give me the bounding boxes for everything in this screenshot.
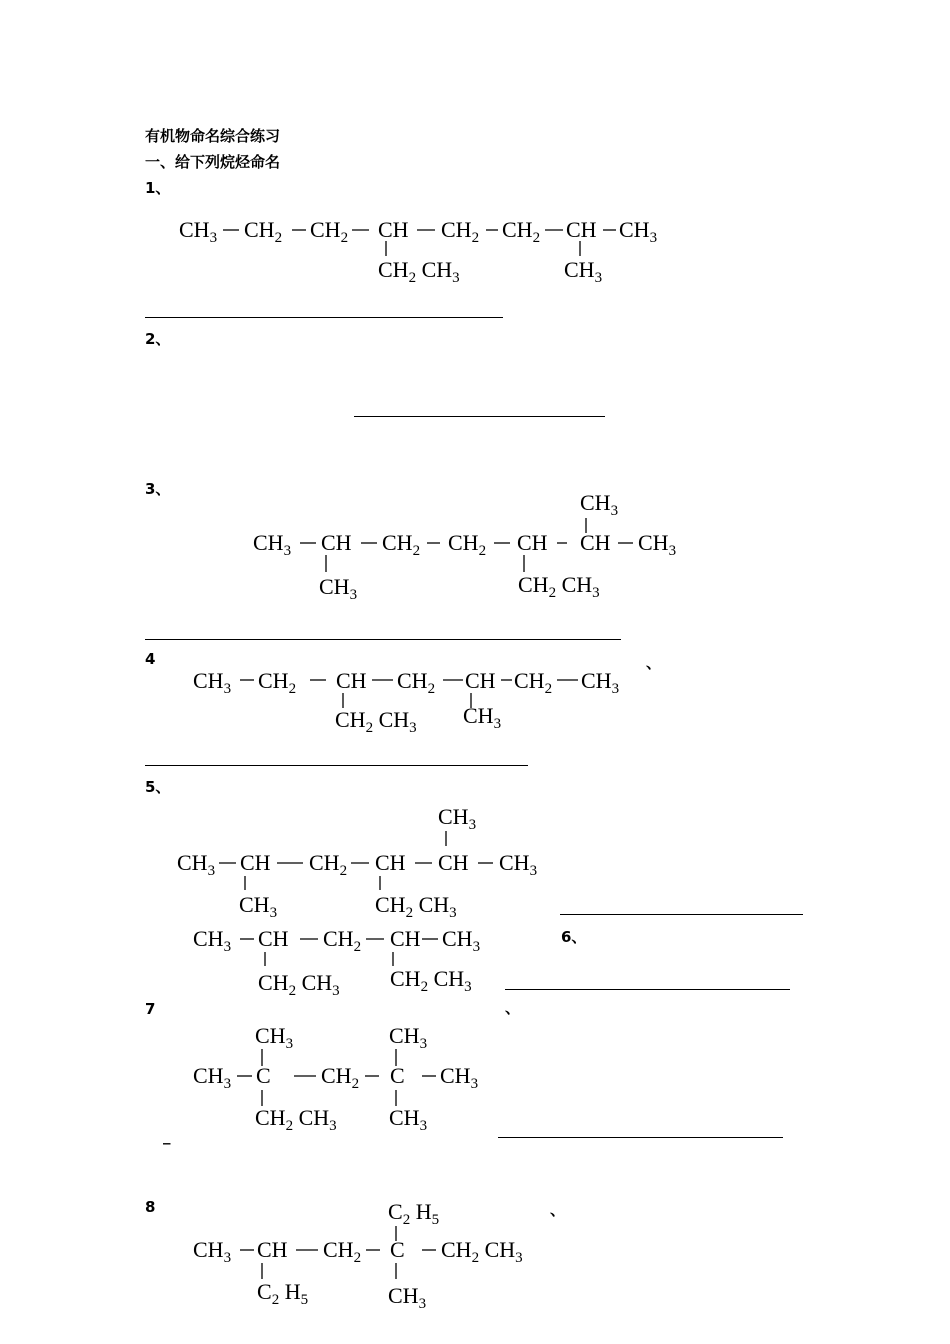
svg-text:CH: CH: [465, 668, 496, 693]
section-heading: 一、给下列烷烃命名: [145, 153, 281, 171]
question-5-formula: [175, 800, 575, 920]
question-8-number: 8: [145, 1198, 156, 1216]
svg-text:CH3: $CH_3$: [389, 1023, 428, 1052]
svg-text:CH: CH: [438, 850, 469, 875]
svg-text:CH2: $CH_2$: [258, 668, 297, 697]
svg-text:CH: CH: [336, 668, 367, 693]
svg-text:CH2: $CH_2$: [397, 668, 436, 697]
svg-text:CH2 CH3: $CH_2$ $CH_3$: [441, 1237, 523, 1266]
svg-text:CH3: $CH_3$: [239, 892, 278, 921]
question-4-formula: [190, 660, 640, 740]
answer-blank-7[interactable]: [498, 1137, 783, 1138]
svg-text:C: C: [256, 1063, 271, 1088]
question-7-formula: [190, 1020, 510, 1140]
question-7-dash: _: [163, 1127, 171, 1145]
question-3-formula: [250, 488, 700, 608]
svg-text:CH2: $CH_2$: [382, 530, 421, 559]
svg-text:CH2: $CH_2$: [323, 926, 362, 955]
svg-text:CH2: $CH_2$: [309, 850, 348, 879]
svg-text:CH3: $CH_3$: [389, 1105, 428, 1134]
answer-blank-6[interactable]: [505, 989, 790, 990]
answer-blank-1[interactable]: [145, 317, 503, 318]
svg-text:CH3: $CH_3$: [580, 490, 619, 519]
svg-text:CH3: $CH_3$: [442, 926, 481, 955]
svg-text:CH: CH: [517, 530, 548, 555]
svg-text:CH3: $CH_3$: [638, 530, 677, 559]
svg-text:CH2: $CH_2$: [310, 217, 349, 246]
svg-text:CH3: $CH_3$: [438, 804, 477, 833]
svg-text:CH: CH: [258, 926, 289, 951]
question-8-mark: 、: [550, 1201, 566, 1219]
svg-text:CH: CH: [240, 850, 271, 875]
svg-text:CH3: $CH_3$: [619, 217, 658, 246]
svg-text:CH: CH: [378, 217, 409, 242]
svg-text:CH2 CH3: $CH_2$ $CH_3$: [255, 1105, 337, 1134]
svg-text:CH2 CH3: $CH_2$ $CH_3$: [375, 892, 457, 921]
question-7-mark: 、: [505, 999, 521, 1017]
question-3-number: 3、: [145, 480, 171, 498]
svg-text:CH2: $CH_2$: [514, 668, 553, 697]
svg-text:CH2 CH3: $CH_2$ $CH_3$: [518, 572, 600, 601]
svg-text:CH3: $CH_3$: [388, 1283, 427, 1312]
svg-text:C2 H5: $C_2$ $H_5$: [257, 1279, 309, 1308]
svg-text:CH: CH: [321, 530, 352, 555]
svg-text:CH2: $CH_2$: [502, 217, 541, 246]
answer-blank-3[interactable]: [145, 639, 621, 640]
svg-text:CH2: $CH_2$: [321, 1063, 360, 1092]
svg-text:CH2: $CH_2$: [323, 1237, 362, 1266]
svg-text:CH3: $CH_3$: [499, 850, 538, 879]
svg-text:CH3: $CH_3$: [193, 1063, 232, 1092]
svg-text:CH3: $CH_3$: [179, 217, 218, 246]
svg-text:CH2 CH3: $CH_2$ $CH_3$: [378, 257, 460, 286]
svg-text:CH3: $CH_3$: [253, 530, 292, 559]
svg-text:CH3: $CH_3$: [193, 1237, 232, 1266]
question-4-mark: 、: [646, 654, 662, 672]
worksheet-title: 有机物命名综合练习: [145, 127, 281, 145]
svg-text:CH3: $CH_3$: [193, 926, 232, 955]
svg-text:CH3: $CH_3$: [319, 574, 358, 603]
svg-text:C: C: [390, 1237, 405, 1262]
svg-text:CH: CH: [580, 530, 611, 555]
svg-text:CH3: $CH_3$: [564, 257, 603, 286]
svg-text:CH: CH: [566, 217, 597, 242]
svg-text:CH2 CH3: $CH_2$ $CH_3$: [258, 970, 340, 999]
question-1-number: 1、: [145, 179, 171, 197]
svg-text:CH2: $CH_2$: [244, 217, 283, 246]
svg-text:CH3: $CH_3$: [177, 850, 216, 879]
svg-text:CH3: $CH_3$: [440, 1063, 479, 1092]
question-7-number: 7: [145, 1000, 156, 1018]
question-6-number: 6、: [561, 928, 587, 946]
svg-text:CH: CH: [375, 850, 406, 875]
answer-blank-2[interactable]: [354, 416, 605, 417]
question-4-number: 4: [145, 650, 156, 668]
svg-text:CH2: $CH_2$: [448, 530, 487, 559]
question-5-number: 5、: [145, 778, 171, 796]
question-8-formula: [190, 1195, 550, 1315]
svg-text:CH: CH: [390, 926, 421, 951]
svg-text:CH3: $CH_3$: [581, 668, 620, 697]
svg-text:CH3: $CH_3$: [463, 703, 502, 732]
svg-text:CH3: $CH_3$: [255, 1023, 294, 1052]
answer-blank-5[interactable]: [560, 914, 803, 915]
svg-text:C: C: [390, 1063, 405, 1088]
svg-text:CH2 CH3: $CH_2$ $CH_3$: [335, 707, 417, 736]
svg-text:C2 H5: $C_2$ $H_5$: [388, 1199, 440, 1228]
svg-text:CH3: $CH_3$: [193, 668, 232, 697]
answer-blank-4[interactable]: [145, 765, 528, 766]
svg-text:CH2 CH3: $CH_2$ $CH_3$: [390, 966, 472, 995]
svg-text:CH2: $CH_2$: [441, 217, 480, 246]
question-1-formula: [175, 210, 675, 290]
question-6-formula: [190, 922, 510, 1002]
svg-text:CH: CH: [257, 1237, 288, 1262]
question-2-number: 2、: [145, 330, 171, 348]
